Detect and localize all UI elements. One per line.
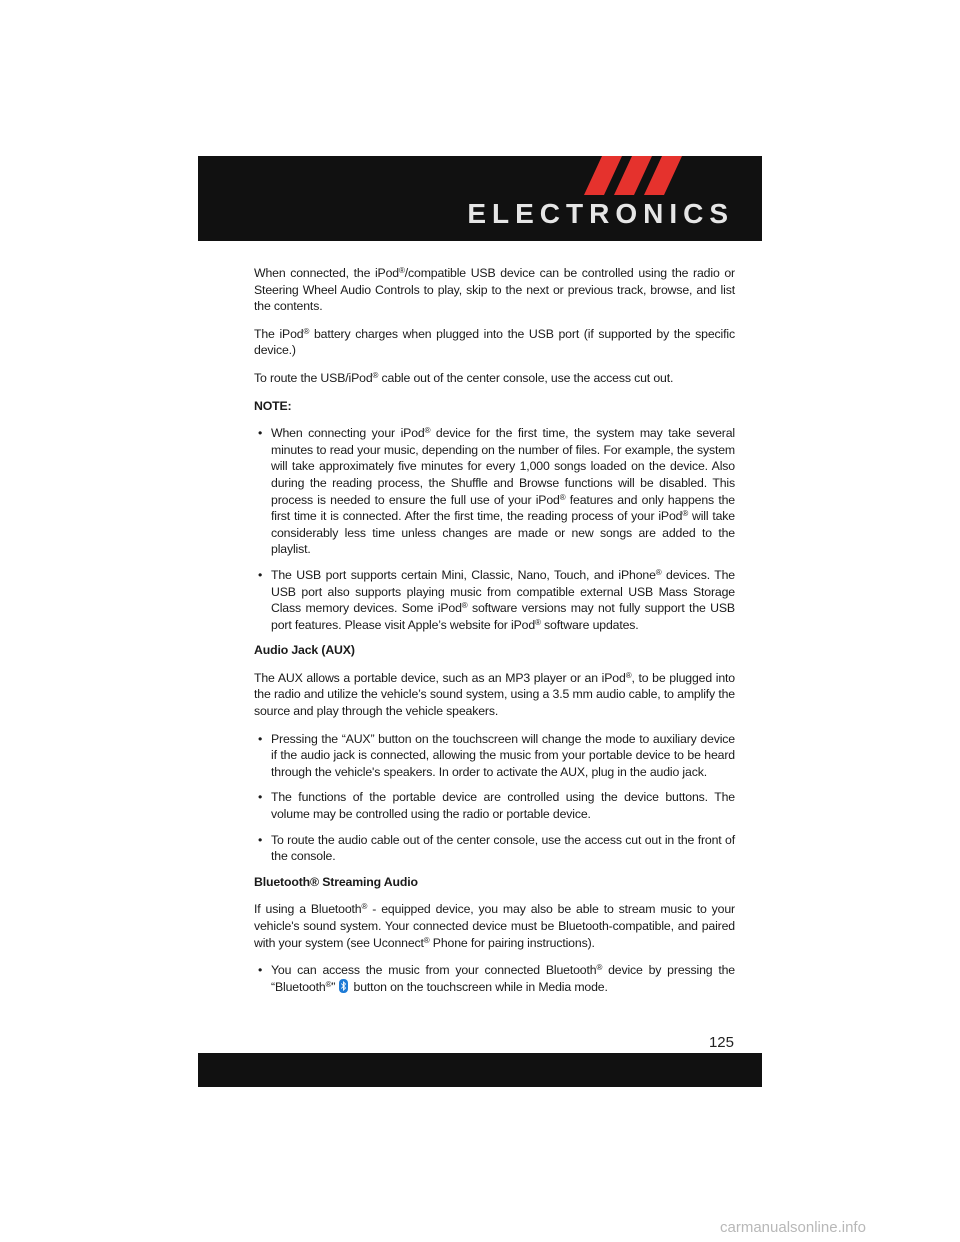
registered-mark: ® xyxy=(596,963,603,973)
paragraph-route-cable: To route the USB/iPod® cable out of the center console, use the access cut out. xyxy=(254,370,674,385)
bullet-item: • Pressing the “AUX” button on the touchscreen will change the mode to auxiliary device if the audio jack is connected, allowing the music from your portable device to be heard through the vehicle's speakers. In order to activate the AUX, plug in the audio jack. xyxy=(258,731,735,779)
registered-mark: ® xyxy=(625,670,632,680)
aux-heading: Audio Jack (AUX) xyxy=(254,643,355,658)
section-title: ELECTRONICS xyxy=(467,198,734,229)
stripe-1 xyxy=(584,156,622,195)
red-stripes-logo xyxy=(574,156,694,195)
footer-bar xyxy=(198,1053,762,1087)
page-number: 125 xyxy=(708,1034,734,1051)
bullet-dot: • xyxy=(258,963,263,978)
aux-bullet-list xyxy=(254,731,735,865)
paragraph-bluetooth: If using a Bluetooth® - equipped device, you may also be able to stream music to your vehicle's sound system. Your connected device must be Bluetooth-compatible, and paired with your system (see Uconnect® Phone for pairing instructions). xyxy=(254,902,735,950)
registered-mark: ® xyxy=(372,370,379,380)
bullet-item: • You can access the music from your connected Bluetooth® device by pressing the “Bluetooth®” button on the touchscreen while in Media mode. xyxy=(258,963,735,994)
bluetooth-heading: Bluetooth® Streaming Audio xyxy=(254,874,418,889)
bullet-item: • The functions of the portable device are controlled using the device buttons. The volume may be controlled using the radio or portable device. xyxy=(258,790,735,822)
paragraph-usb-control: When connected, the iPod®/compatible USB device can be controlled using the radio or Steering Wheel Audio Controls to play, skip to the next or previous track, browse, and list the contents. xyxy=(254,266,735,314)
registered-mark: ® xyxy=(325,979,332,989)
registered-mark: ® xyxy=(655,567,662,577)
registered-mark: ® xyxy=(461,601,468,611)
bullet-item: • The USB port supports certain Mini, Classic, Nano, Touch, and iPhone® devices. The USB port also supports playing music from compatible external USB Mass Storage Class memory devices. Some iPod® software versions may not fully support the USB port features. Please visit Apple’s website for iPod® software updates. xyxy=(258,567,735,632)
bullet-item: • To route the audio cable out of the center console, use the access cut out in the front of the console. xyxy=(258,832,735,864)
registered-mark: ® xyxy=(559,492,566,502)
bullet-dot: • xyxy=(258,426,263,441)
bullet-dot: • xyxy=(258,790,263,805)
registered-mark: ® xyxy=(423,935,430,945)
note-bullet-list xyxy=(254,425,735,633)
bullet-item: • When connecting your iPod® device for the first time, the system may take several minutes to read your music, depending on the number of files. For example, the system will take approximately five minutes for every 1,000 songs loaded on the device. Also during the reading process, the Shuffle and Browse functions will be disabled. This process is needed to ensure the full use of your iPod® features and only happens the first time it is connected. After the first time, the reading process of your iPod® will take considerably less time unless changes are made or new songs are added to the playlist. xyxy=(258,426,736,557)
watermark: carmanualsonline.info xyxy=(720,1219,866,1236)
paragraph-aux: The AUX allows a portable device, such as an MP3 player or an iPod®, to be plugged into the radio and utilize the vehicle’s sound system, using a 3.5 mm audio cable, to amplify the source and play through the vehicle speakers. xyxy=(254,670,735,719)
stripe-2 xyxy=(614,156,652,195)
note-label: NOTE: xyxy=(254,398,292,413)
bluetooth-icon xyxy=(339,979,348,993)
registered-mark: ® xyxy=(424,426,431,436)
bullet-dot: • xyxy=(258,567,263,582)
registered-mark: ® xyxy=(303,326,310,336)
registered-mark: ® xyxy=(535,617,541,627)
bluetooth-bullet-list xyxy=(254,962,735,995)
bullet-dot: • xyxy=(258,832,263,847)
registered-mark: ® xyxy=(682,509,689,519)
stripe-3 xyxy=(644,156,682,195)
paragraph-battery: The iPod® battery charges when plugged into the USB port (if supported by the specific device.) xyxy=(254,326,735,358)
registered-mark: ® xyxy=(399,266,405,275)
bullet-dot: • xyxy=(258,731,263,746)
page-content xyxy=(254,265,735,1004)
section-header xyxy=(198,156,762,241)
registered-mark: ® xyxy=(361,902,368,912)
